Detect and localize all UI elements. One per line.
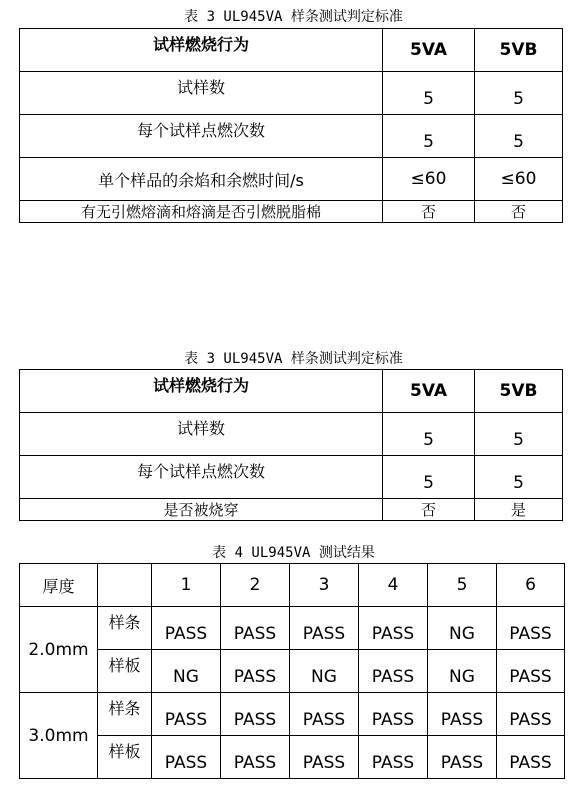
table3b-caption: 表 3 UL945VA 样条测试判定标准 <box>184 351 403 367</box>
table3b-row-label: 试样数 <box>20 413 383 456</box>
table4-thickness: 2.0mm <box>20 607 98 693</box>
table3b-header-behavior: 试样燃烧行为 <box>20 370 383 413</box>
table-row <box>20 736 565 779</box>
table4-result: PASS <box>290 693 359 736</box>
table3b-header-5vb: 5VB <box>475 370 563 413</box>
table4-result: NG <box>428 607 497 650</box>
table4-caption: 表 4 UL945VA 测试结果 <box>212 545 375 561</box>
table4-result: NG <box>152 650 221 693</box>
table3b-cell: 5 <box>383 456 475 499</box>
table3a-cell: 否 <box>383 201 475 223</box>
table4-header-sample: 3 <box>290 564 359 607</box>
table4-result: PASS <box>152 607 221 650</box>
table4-result: PASS <box>221 650 290 693</box>
table4-result: PASS <box>497 607 565 650</box>
table-row <box>20 456 563 499</box>
table4-thickness: 3.0mm <box>20 693 98 779</box>
table-row <box>20 158 563 201</box>
table3a-header-behavior: 试样燃烧行为 <box>20 29 383 72</box>
table4-type: 样条 <box>98 607 152 650</box>
table4-result: PASS <box>359 736 428 779</box>
table4-result: PASS <box>221 693 290 736</box>
table4-header-type <box>98 564 152 607</box>
table4-result: PASS <box>152 736 221 779</box>
table3b-cell: 5 <box>475 413 563 456</box>
table3a-header-5vb: 5VB <box>475 29 563 72</box>
table3b-row-label: 是否被烧穿 <box>20 499 383 521</box>
table4-type: 样板 <box>98 650 152 693</box>
table3a-header-5va: 5VA <box>383 29 475 72</box>
table3a-cell: 5 <box>383 115 475 158</box>
table3a-row-label: 有无引燃熔滴和熔滴是否引燃脱脂棉 <box>20 201 383 223</box>
table4-header-sample: 1 <box>152 564 221 607</box>
table3a-row-label: 单个样品的余焰和余燃时间/s <box>20 158 383 201</box>
table4-result: PASS <box>290 607 359 650</box>
table4-header-sample: 5 <box>428 564 497 607</box>
table4-result: PASS <box>359 607 428 650</box>
table4-result: PASS <box>221 736 290 779</box>
table-row <box>20 201 563 223</box>
table4-result: NG <box>290 650 359 693</box>
table4-result: PASS <box>152 693 221 736</box>
table4-type: 样板 <box>98 736 152 779</box>
table-row <box>20 499 563 521</box>
table4-result: PASS <box>290 736 359 779</box>
table4-header-sample: 2 <box>221 564 290 607</box>
table3a-cell: 5 <box>475 115 563 158</box>
table4-header-row <box>20 564 565 607</box>
table3b <box>19 369 563 521</box>
table4-result: PASS <box>428 693 497 736</box>
table3b-cell: 5 <box>383 413 475 456</box>
table3a-row-label: 每个试样点燃次数 <box>20 115 383 158</box>
table3b-cell: 5 <box>475 456 563 499</box>
table4-header-sample: 4 <box>359 564 428 607</box>
table3a <box>19 28 563 223</box>
table4-result: PASS <box>428 736 497 779</box>
table4-result: PASS <box>221 607 290 650</box>
table4-header-sample: 6 <box>497 564 565 607</box>
table4-result: NG <box>428 650 497 693</box>
table4-header-thickness: 厚度 <box>20 564 98 607</box>
table4-result: PASS <box>359 693 428 736</box>
table-row <box>20 650 565 693</box>
table3a-caption: 表 3 UL945VA 样条测试判定标准 <box>184 9 403 25</box>
table-row <box>20 72 563 115</box>
table3b-header-row <box>20 370 563 413</box>
table4-result: PASS <box>497 693 565 736</box>
table4 <box>19 563 565 779</box>
table-row <box>20 607 565 650</box>
table3a-cell: 5 <box>383 72 475 115</box>
table4-result: PASS <box>497 650 565 693</box>
table3b-header-5va: 5VA <box>383 370 475 413</box>
table-row <box>20 693 565 736</box>
table4-result: PASS <box>359 650 428 693</box>
table3a-cell: 否 <box>475 201 563 223</box>
table4-result: PASS <box>497 736 565 779</box>
table4-type: 样条 <box>98 693 152 736</box>
table3a-cell: ≤60 <box>383 158 475 201</box>
table3a-row-label: 试样数 <box>20 72 383 115</box>
table3a-cell: 5 <box>475 72 563 115</box>
table-row <box>20 413 563 456</box>
table3b-cell: 否 <box>383 499 475 521</box>
table3a-cell: ≤60 <box>475 158 563 201</box>
table-row <box>20 115 563 158</box>
table3b-cell: 是 <box>475 499 563 521</box>
table3b-row-label: 每个试样点燃次数 <box>20 456 383 499</box>
table3a-header-row <box>20 29 563 72</box>
